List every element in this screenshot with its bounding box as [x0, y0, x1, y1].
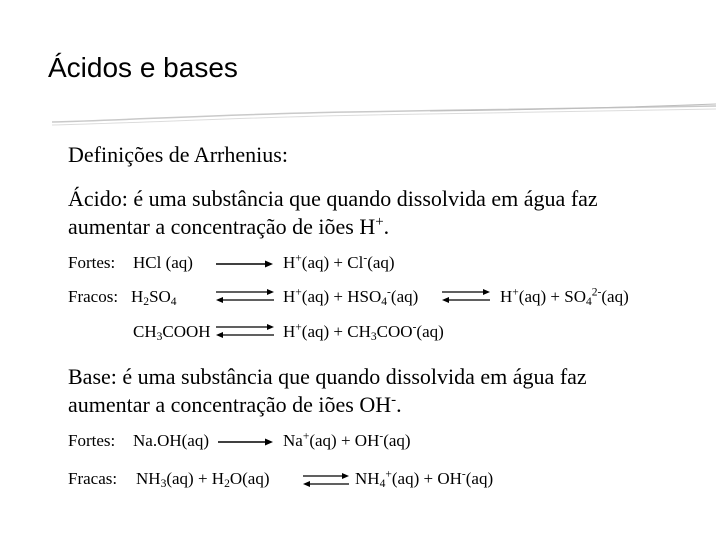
acid-definition-line2: aumentar a concentração de iões H+.	[68, 213, 390, 239]
strong-acid-label: Fortes:	[68, 253, 116, 272]
equilibrium-arrow-icon	[442, 286, 490, 306]
weak-acid-reactant-sulfuric: $H_2SO_4$	[131, 287, 177, 308]
forward-arrow-icon	[216, 257, 274, 271]
equilibrium-arrow-icon	[216, 286, 274, 306]
weak-acid-product-acetate: $H^+(aq) + CH_3COO^-(aq)$	[283, 320, 444, 343]
weak-acid-reactant-acetic: $CH_3COOH$	[133, 322, 211, 343]
strong-acid-product: H+(aq) + Cl-(aq)	[283, 251, 395, 272]
weak-base-reactant: $NH_3(aq) + H_2O(aq)$	[136, 469, 270, 490]
equilibrium-arrow-icon	[303, 470, 349, 490]
weak-base-product: $NH_4^+(aq) + OH^-(aq)$	[355, 467, 494, 490]
strong-acid-reactant: HCl (aq)	[133, 253, 193, 272]
weak-acid-product-bisulfate: $H^+(aq) + HSO_4^-(aq)$	[283, 285, 419, 308]
weak-acid-label: Fracos:	[68, 287, 119, 306]
strong-base-product: Na+(aq) + OH-(aq)	[283, 429, 411, 450]
slide-title: Ácidos e bases	[48, 52, 238, 83]
definitions-heading: Definições de Arrhenius:	[68, 142, 288, 167]
weak-acid-product-sulfate: $H^+(aq) + SO_4^{2-}(aq)$	[500, 285, 629, 308]
weak-base-label: Fracas:	[68, 469, 118, 488]
strong-base-label: Fortes:	[68, 431, 116, 450]
base-definition-line2: aumentar a concentração de iões OH-.	[68, 391, 402, 417]
forward-arrow-icon	[218, 435, 274, 449]
base-definition-line1: Base: é uma substância que quando dissolvida em água faz	[68, 364, 587, 389]
acid-definition-line1: Ácido: é uma substância que quando dissolvida em água faz	[68, 186, 598, 211]
decorative-title-rule	[50, 102, 718, 130]
equilibrium-arrow-icon	[216, 321, 274, 341]
strong-base-reactant: Na.OH(aq)	[133, 431, 209, 450]
